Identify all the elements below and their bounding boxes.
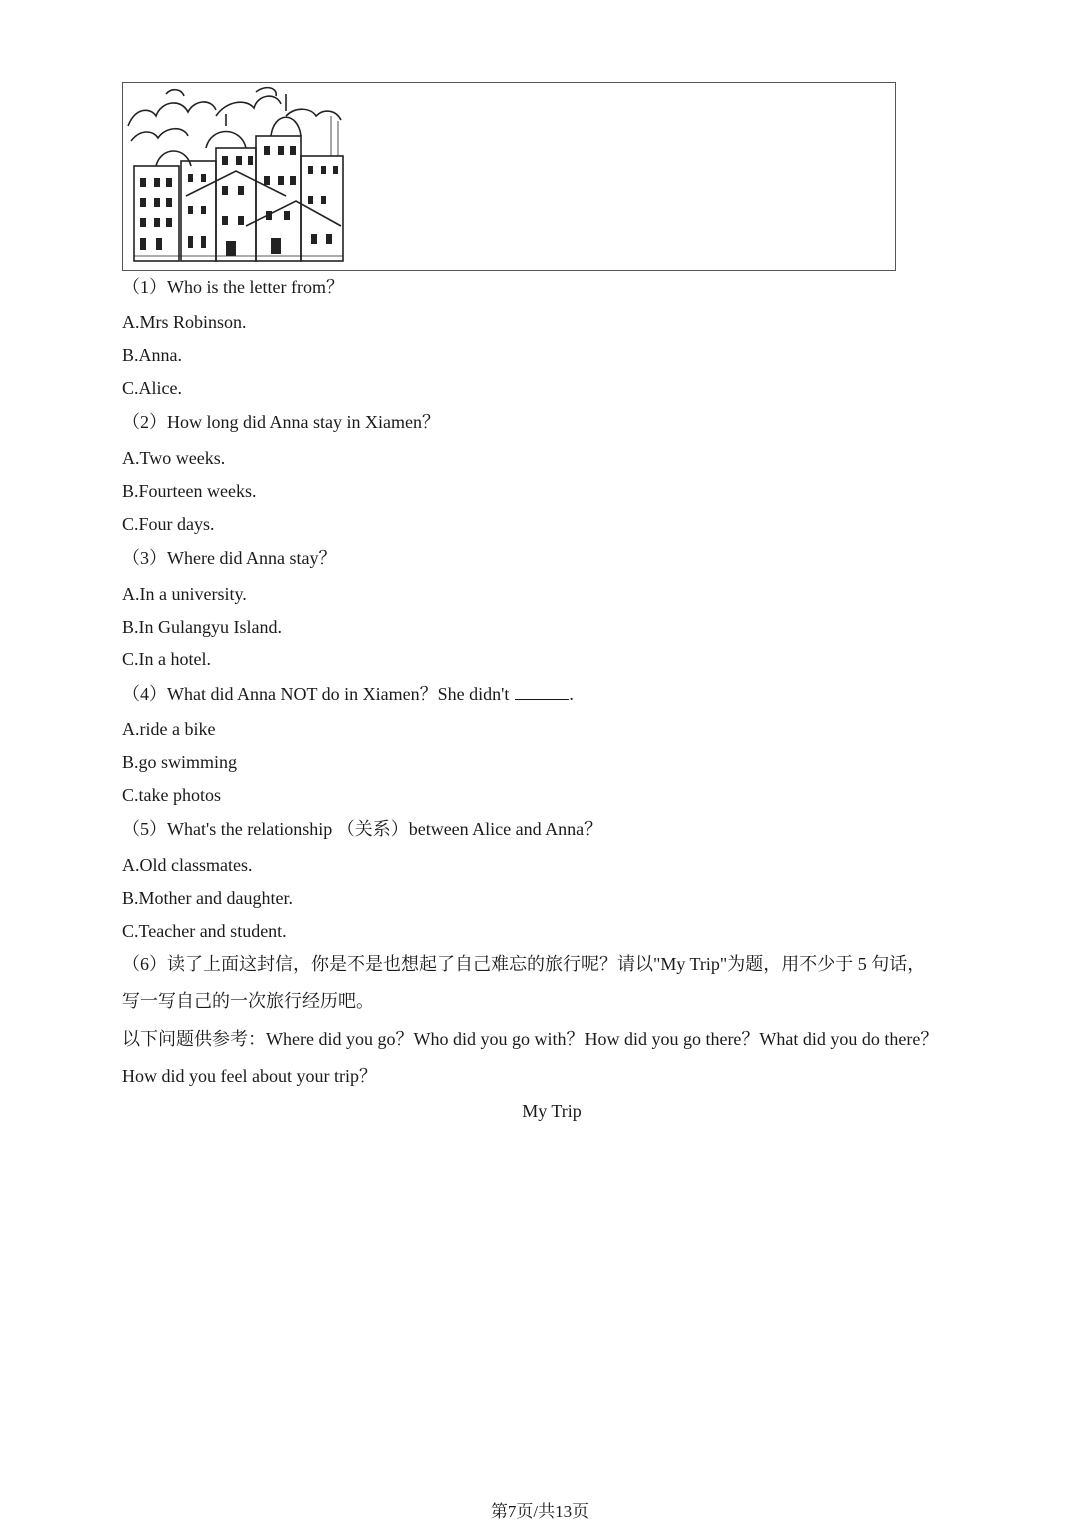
question-5-option-a: A.Old classmates. — [122, 855, 253, 875]
question-2-option-b: B.Fourteen weeks. — [122, 481, 257, 501]
writing-hint-line-2: How did you feel about your trip？ — [122, 1066, 377, 1086]
question-2-option-c: C.Four days. — [122, 514, 215, 534]
question-2-option-a: A.Two weeks. — [122, 448, 226, 468]
castle-illustration-icon — [126, 86, 348, 266]
essay-title: My Trip — [522, 1101, 582, 1121]
writing-prompt-line-1: （6）读了上面这封信，你是不是也想起了自己难忘的旅行呢？请以"My Trip"为题，用不少于 5 句话， — [122, 954, 926, 974]
question-4-prompt: （4）What did Anna NOT do in Xiamen？She didn't — [122, 684, 510, 704]
question-3-option-a: A.In a university. — [122, 584, 247, 604]
question-2-prompt: （2）How long did Anna stay in Xiamen？ — [122, 412, 440, 432]
question-3-option-c: C.In a hotel. — [122, 649, 211, 669]
question-1-option-b: B.Anna. — [122, 345, 182, 365]
question-1-option-a: A.Mrs Robinson. — [122, 312, 247, 332]
writing-hint-line-1: 以下问题供参考：Where did you go？Who did you go with？How did you go there？What did you do there？ — [122, 1029, 939, 1049]
question-3-prompt: （3）Where did Anna stay？ — [122, 548, 337, 568]
question-4-prompt-tail: . — [569, 684, 574, 704]
question-4-option-b: B.go swimming — [122, 752, 238, 772]
page-number: 第7页/共13页 — [490, 1502, 590, 1521]
question-1-option-c: C.Alice. — [122, 378, 182, 398]
illustration-frame — [122, 82, 896, 271]
answer-blank[interactable] — [515, 683, 569, 700]
writing-prompt-line-2: 写一写自己的一次旅行经历吧。 — [122, 991, 374, 1011]
question-1-prompt: （1）Who is the letter from？ — [122, 277, 344, 297]
question-5-prompt: （5）What's the relationship （关系）between Alice and Anna？ — [122, 819, 603, 839]
question-5-option-c: C.Teacher and student. — [122, 921, 287, 941]
question-3-option-b: B.In Gulangyu Island. — [122, 617, 282, 637]
question-5-option-b: B.Mother and daughter. — [122, 888, 293, 908]
question-4-option-a: A.ride a bike — [122, 719, 216, 739]
question-4-prompt-line — [122, 683, 574, 705]
question-4-option-c: C.take photos — [122, 785, 221, 805]
